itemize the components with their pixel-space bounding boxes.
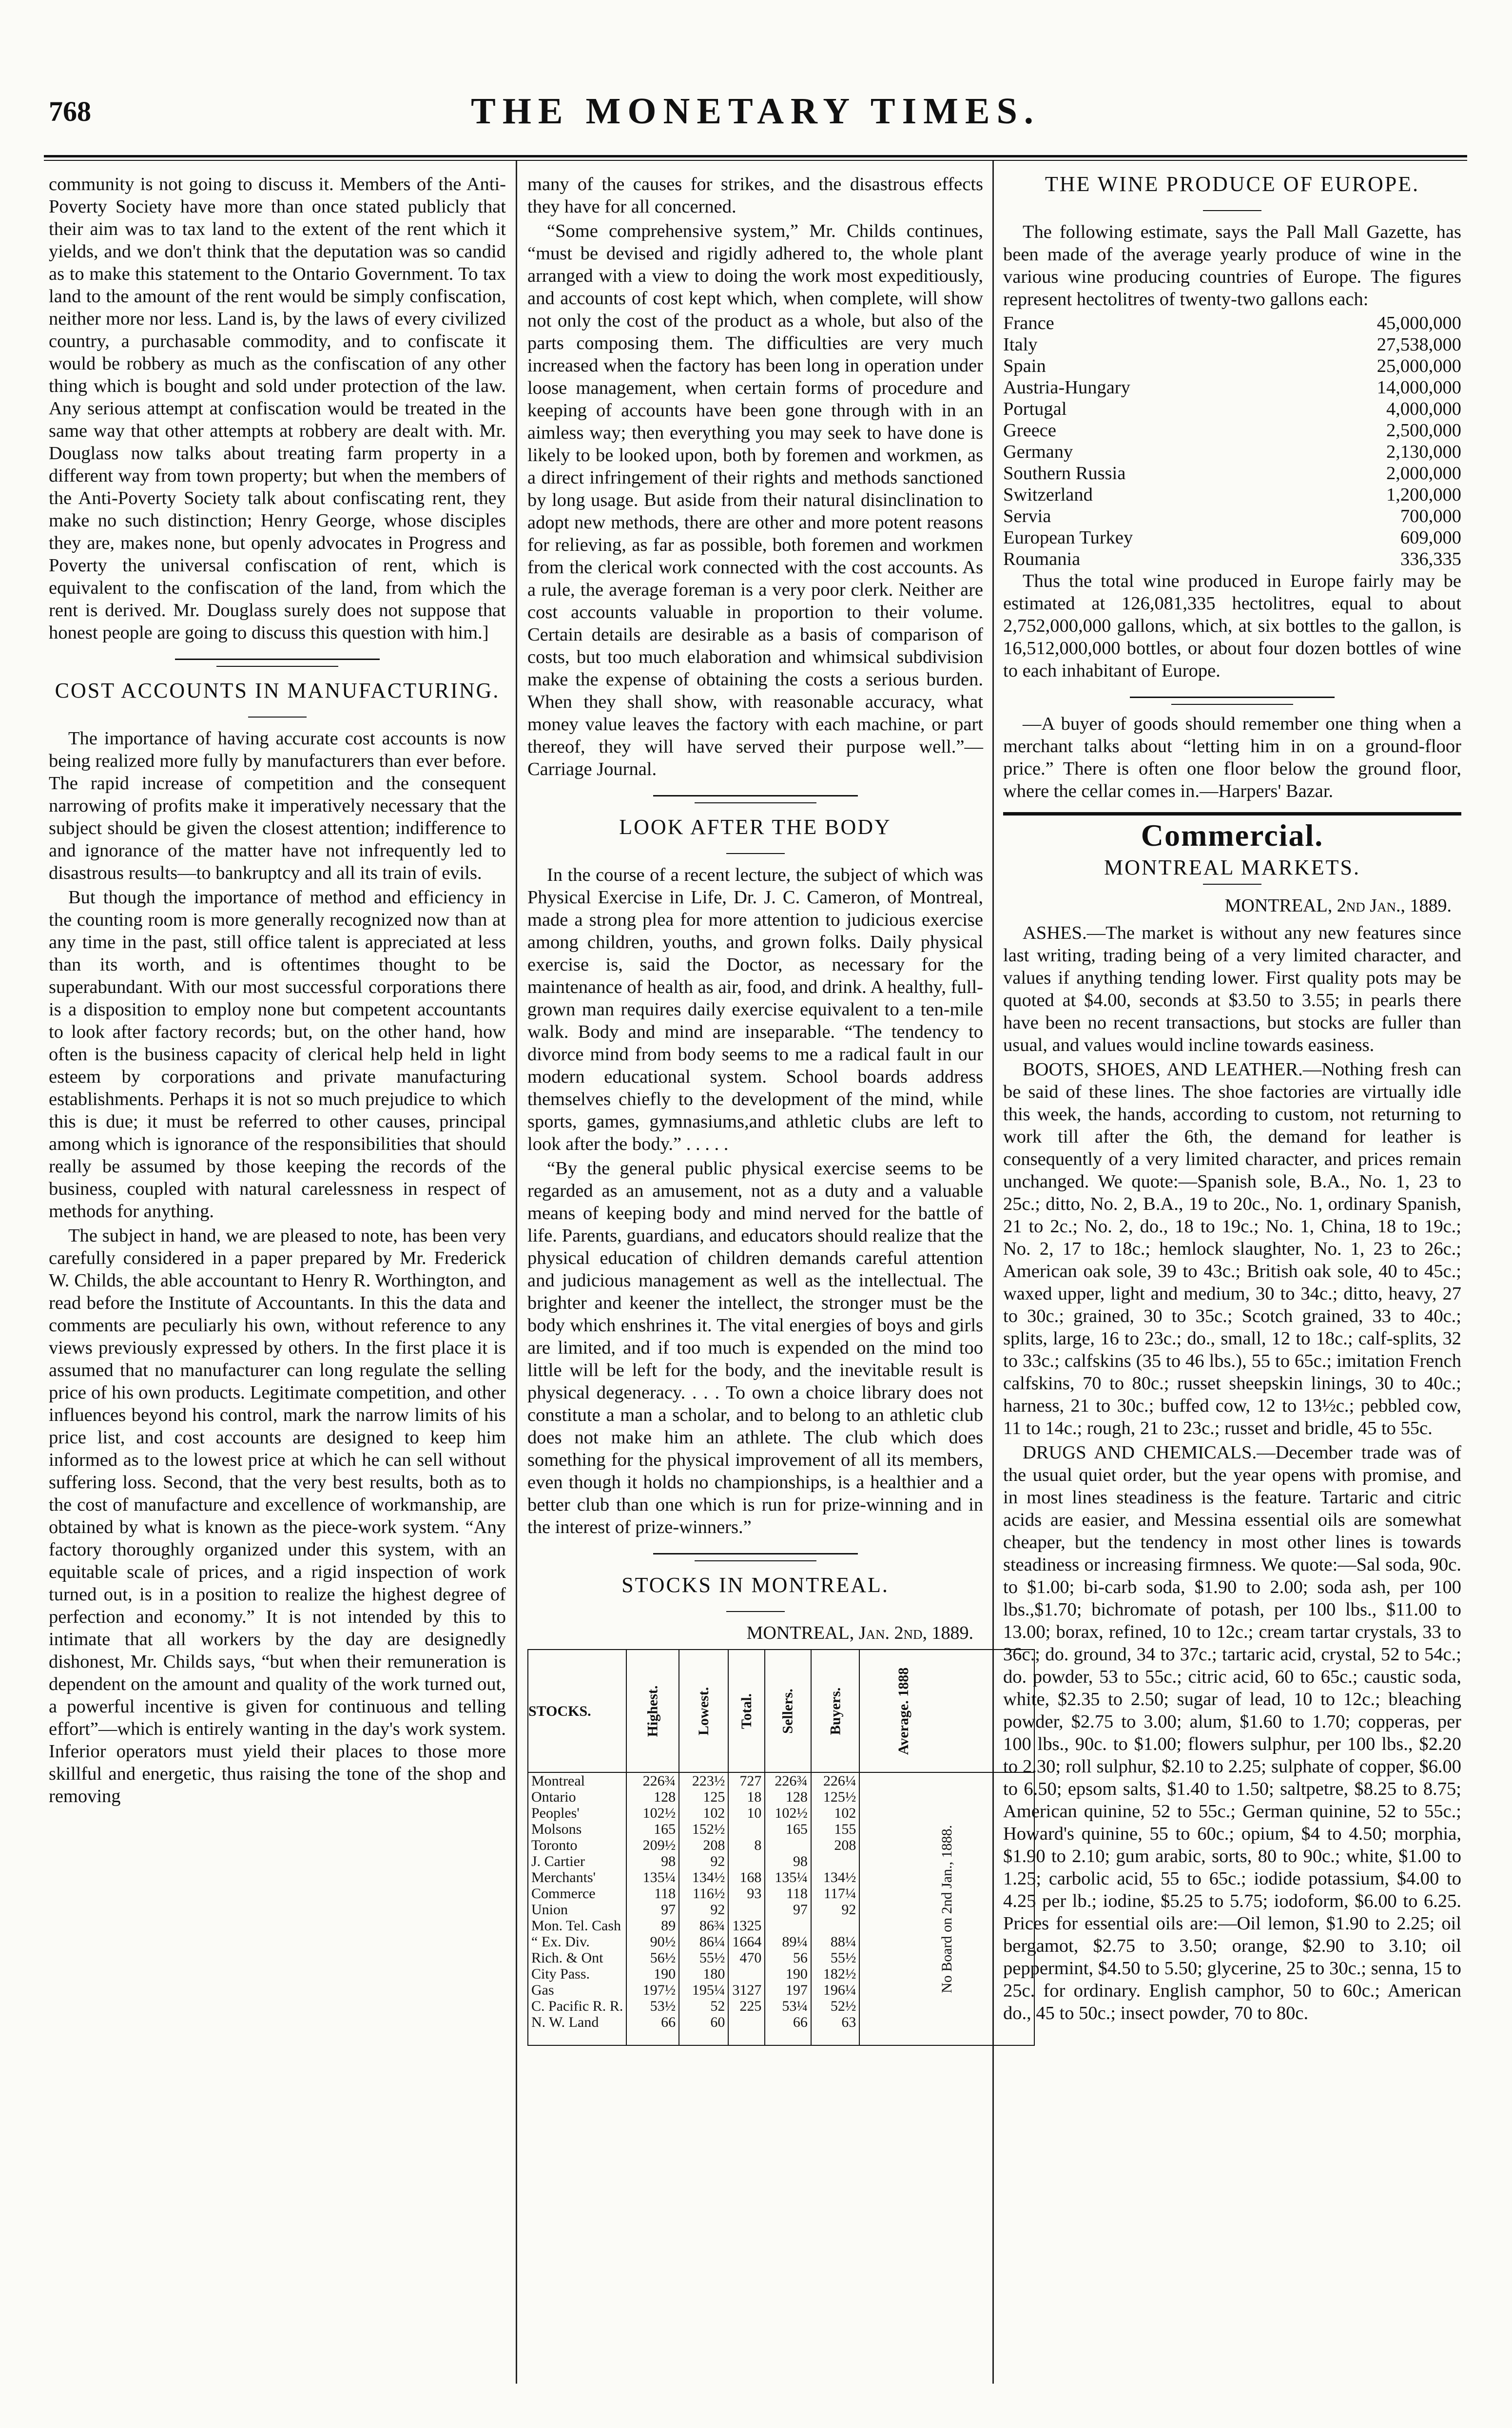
wine-row [1003,527,1461,548]
wine-row [1003,548,1461,570]
wine-country: Servia [1003,506,1051,526]
stocks-col-header [626,1650,679,1772]
wine-row [1003,463,1461,484]
column-divider-1 [516,161,517,2384]
stocks-col-label: Lowest. [696,1687,712,1735]
stock-name: N. W. Land [528,2014,626,2045]
stocks-row [528,1772,1034,1789]
stock-value: 53½ [626,1998,679,2014]
stock-value: 209½ [626,1837,679,1853]
stocks-col-label: Average. 1888 [895,1667,912,1755]
wine-hectolitres: 336,335 [1400,549,1461,569]
wine-row [1003,377,1461,398]
stock-value: 125½ [811,1789,860,1805]
stock-value: 53¼ [765,1998,811,2014]
stock-value: 89 [626,1918,679,1934]
stock-value: 165 [765,1821,811,1837]
wine-country: Southern Russia [1003,463,1126,484]
stock-value: 1664 [728,1934,765,1950]
article-paragraph: But though the importance of method and efficiency in the counting room is more generally recognized now than at any time in the past, still office talent is appreciated at less than its worth, and is oftentimes thought to be superabundant. With our most successful corporations there is a disposition to employ none but competent accountants to look after factory records; but, on the other hand, how often is the business capacity of clerical help held in light esteem by corporations and private manufacturing establishments. Perhaps it is not so much prejudice to which this is due; it must be referred to other causes, principal among which is ignorance of the responsibilities that should really be assumed by those keeping the records of the business, coupled with natural carelessness in respect of methods for anything. [49,887,506,1222]
column-divider-2 [992,161,994,2384]
stock-value: 168 [728,1869,765,1885]
wine-country: Switzerland [1003,485,1093,505]
stock-value: 52½ [811,1998,860,2014]
market-paragraph-drugs: DRUGS AND CHEMICALS.—December trade was of the usual quiet order, but the year opens with promise, and in most lines steadiness is the feature. Tartaric and citric acids are easier, and Messina essential oils are somewhat cheaper, but the tendency in most other lines is towards steadiness or increasing firmness. We quote:—Sal soda, 90c. to $1.00; bi-carb soda, $1.90 to 2.00; soda ash, per 100 lbs.,$1.70; bichromate of potash, per 100 lbs., $11.00 to 13.00; borax, refined, 10 to 12c.; cream tartar crystals, 33 to 36c.; do. ground, 34 to 37c.; tartaric acid, crystal, 52 to 54c.; do. powder, 53 to 55c.; citric acid, 60 to 65c.; caustic soda, white, $2.35 to 2.50; sugar of lead, 10 to 12c.; bleaching powder, $2.75 to 3.00; alum, $1.60 to 1.70; copperas, per 100 lbs., 90c. to $1.00; flowers sulphur, per 100 lbs., $2.20 to 2.30; roll sulphur, $2.10 to 2.25; sulphate of copper, $6.00 to 6.50; epsom salts, $1.40 to 1.50; saltpetre, $8.25 to 8.75; American quinine, 52 to 55c.; German quinine, 52 to 55c.; Howard's quinine, 55 to 60c.; opium, $4 to 4.50; morphia, $1.90 to 2.10; gum arabic, sorts, 80 to 90c.; white, $1.00 to 1.25; carbolic acid, 55 to 65c.; iodide potassium, $4.00 to 4.25 per lb.; iodine, $5.25 to 5.75; iodoform, $6.00 to 6.25. Prices for essential oils are:—Oil lemon, $1.90 to 2.25; oil bergamot, $2.75 to 3.50; orange, $2.90 to 3.10; oil peppermint, $4.50 to 5.50; glycerine, 25 to 30c.; senna, 15 to 25c. for ordinary. English camphor, 50 to 60c.; American do., 45 to 50c.; insect powder, 70 to 80c. [1003,1442,1461,2023]
section-separator [653,795,858,796]
stocks-col-header [528,1650,626,1772]
wine-country: Greece [1003,420,1056,441]
stocks-table [527,1649,1035,2046]
wine-row [1003,441,1461,463]
stock-value: 190 [626,1966,679,1982]
stock-value: 180 [679,1966,728,1982]
stock-value: 1325 [728,1918,765,1934]
stock-value: 155 [811,1821,860,1837]
stock-value [728,1821,765,1837]
stock-value [811,1853,860,1869]
stock-value: 128 [626,1789,679,1805]
stock-value: 98 [626,1853,679,1869]
wine-row [1003,505,1461,527]
stock-value: 66 [626,2014,679,2045]
wine-country: Italy [1003,334,1038,355]
stock-name: Peoples' [528,1805,626,1821]
heading-rule [1203,210,1261,211]
wine-hectolitres: 2,130,000 [1386,442,1461,462]
stock-value: 134½ [811,1869,860,1885]
section-separator-thin [695,1560,816,1561]
stocks-col-label: Highest. [644,1685,661,1737]
stocks-dateline: MONTREAL, Jan. 2nd, 1889. [746,1623,973,1643]
article-paragraph: In the course of a recent lecture, the subject of which was Physical Exercise in Life, Dr. J. C. Cameron, of Montreal, made a strong plea for more attention to judicious exercise among children, youths, and grown folks. Daily physical exercise is, said the Doctor, as necessary for the maintenance of health as air, food, and drink. A healthy, full-grown man requires daily exercise equivalent to a ten-mile walk. Body and mind are inseparable. “The tendency to divorce mind from body seems to me a radical fault in our modern educational system. School boards address themselves chiefly to the development of the mind, while sports, games, gymnasiums,and athletic clubs are left to look after the body.” . . . . . [527,865,983,1154]
stock-value: 93 [728,1885,765,1902]
stock-value: 190 [765,1966,811,1982]
stock-value: 56 [765,1950,811,1966]
stock-value: 226¼ [811,1772,860,1789]
stock-value [728,2014,765,2045]
column-3 [1003,173,1461,2026]
stocks-col-header [811,1650,860,1772]
stock-name: Montreal [528,1772,626,1789]
article-paragraph: “By the general public physical exercise seems to be regarded as an amusement, not as a duty and a valuable means of keeping body and mind nerved for the battle of life. Parents, guardians, and educators should realize that the physical education of children demands careful attention and judicious management as well as the intellectual. The brighter and keener the intellect, the stronger must be the body which enshrines it. The vital energies of boys and girls are limited, and if too much is expended on the mind too little will be left for the body, and the inevitable result is physical degeneracy. . . . To own a choice library does not constitute a man a scholar, and to belong to an athletic club does not make him an athlete. The club which does something for the physical improvement of all its members, even though it holds no championships, is a healthier and a better club than one which is run for prize-winning and in the interest of prize-winners.” [527,1158,983,1537]
stock-value: 117¼ [811,1885,860,1902]
stock-value: 102½ [765,1805,811,1821]
stock-value: 195¼ [679,1982,728,1998]
wine-row [1003,420,1461,441]
wine-row [1003,312,1461,334]
wine-country: Portugal [1003,399,1067,419]
header-rule-thin [44,160,1467,161]
stock-value: 135¼ [765,1869,811,1885]
stock-value: 165 [626,1821,679,1837]
stocks-col-label: Sellers. [780,1688,796,1734]
wine-hectolitres: 27,538,000 [1376,334,1461,355]
wine-hectolitres: 45,000,000 [1376,313,1461,333]
stock-name: Mon. Tel. Cash [528,1918,626,1934]
stock-value: 152½ [679,1821,728,1837]
stocks-col-header [728,1650,765,1772]
stock-value [765,1918,811,1934]
stock-value: 18 [728,1789,765,1805]
section-separator [1130,697,1335,698]
stock-value: 90½ [626,1934,679,1950]
wine-row [1003,484,1461,505]
stock-value: 56½ [626,1950,679,1966]
stock-value: 223½ [679,1772,728,1789]
stock-value: 226¾ [626,1772,679,1789]
market-paragraph-leather: BOOTS, SHOES, AND LEATHER.—Nothing fresh can be said of these lines. The shoe factories are virtually idle this week, the hands, according to custom, not returning to work till after the 6th, the demand for leather is consequently of a very limited character, and prices remain unchanged. We quote:—Spanish sole, B.A., No. 1, 23 to 25c.; ditto, No. 2, B.A., 19 to 20c., No. 1, ordinary Spanish, 21 to 2c.; No. 2, do., 18 to 19c.; No. 1, China, 18 to 19c.; No. 2, 17 to 18c.; hemlock slaughter, No. 1, 23 to 26c.; American oak sole, 39 to 43c.; British oak sole, 40 to 45c.; waxed upper, light and medium, 30 to 34c.; ditto, heavy, 27 to 30c.; grained, 30 to 35c.; Scotch grained, 33 to 40c.; splits, large, 16 to 23c.; do., small, 12 to 18c.; calf-splits, 32 to 33c.; calfskins (35 to 46 lbs.), 55 to 65c.; imitation French calfskins, 70 to 80c.; russet sheepskin linings, 30 to 40c.; harness, 21 to 30c.; buffed cow, 12 to 13½c.; pebbled cow, 11 to 14c.; rough, 21 to 23c.; russet and bridle, 45 to 55c. [1003,1059,1461,1438]
commercial-rule [1003,812,1461,816]
stock-value: 118 [765,1885,811,1902]
article-paragraph: many of the causes for strikes, and the disastrous effects they have for all concerned. [527,174,983,217]
stocks-col-header [765,1650,811,1772]
stock-value: 225 [728,1998,765,2014]
wine-hectolitres: 4,000,000 [1386,399,1461,419]
stocks-heading: STOCKS IN MONTREAL. [621,1573,889,1597]
commercial-section-title: Commercial. [1141,818,1324,853]
wine-hectolitres: 1,200,000 [1386,485,1461,505]
montreal-markets-heading: MONTREAL MARKETS. [1104,855,1361,879]
wine-table [1003,312,1461,570]
stock-value: 55½ [679,1950,728,1966]
stock-value: 135¼ [626,1869,679,1885]
stock-value: 3127 [728,1982,765,1998]
stocks-col-label: Total. [738,1693,755,1729]
stock-value [728,1966,765,1982]
stock-value [728,1902,765,1918]
masthead-title: THE MONETARY TIMES. [471,91,1040,132]
market-paragraph-ashes: ASHES.—The market is without any new features since last writing, trading being of a very limited character, and values if anything tending lower. First quality pots may be quoted at $4.00, seconds at $3.50 to 3.55; in pearls there have been no recent transactions, but stocks are fuller than usual, and values would incline towards easiness. [1003,923,1461,1055]
stock-value [765,1837,811,1853]
stock-value: 208 [811,1837,860,1853]
stock-name: Merchants' [528,1869,626,1885]
wine-row [1003,355,1461,377]
stock-name: J. Cartier [528,1853,626,1869]
wine-country: France [1003,313,1054,333]
stock-value: 102 [811,1805,860,1821]
wine-hectolitres: 2,500,000 [1386,420,1461,441]
article-paragraph: The importance of having accurate cost accounts is now being realized more fully by manufacturers than ever before. The rapid increase of competition and the consequent narrowing of profits make it imperatively necessary that the subject should be given the closest attention; indifference to and ignorance of the matter have not infrequently led to disastrous results—to bankruptcy and all its train of evils. [49,728,506,883]
stock-value: 102½ [626,1805,679,1821]
stock-value: 97 [765,1902,811,1918]
heading-rule [1203,884,1261,885]
article-paragraph: The following estimate, says the Pall Mall Gazette, has been made of the average yearly produce of wine in the various wine producing countries of Europe. The figures represent hectolitres of twenty-two gallons each: [1003,222,1461,310]
wine-country: Austria-Hungary [1003,377,1130,398]
stock-value: 60 [679,2014,728,2045]
stock-value: 196¼ [811,1982,860,1998]
stock-name: Toronto [528,1837,626,1853]
stock-value: 92 [679,1853,728,1869]
section-separator [653,1553,858,1554]
stocks-col-label: Buyers. [827,1687,844,1735]
stock-name: Union [528,1902,626,1918]
stock-value: 197½ [626,1982,679,1998]
stock-value: 8 [728,1837,765,1853]
stock-name: Gas [528,1982,626,1998]
stock-value [728,1853,765,1869]
stock-value [811,1918,860,1934]
stock-name: C. Pacific R. R. [528,1998,626,2014]
stocks-col-label: STOCKS. [528,1703,591,1719]
stock-value: 102 [679,1805,728,1821]
stock-value: 52 [679,1998,728,2014]
column-1 [49,173,506,1809]
article-heading-cost-accounts: COST ACCOUNTS IN MANUFACTURING. [55,679,500,702]
stock-name: Rich. & Ont [528,1950,626,1966]
stock-name: City Pass. [528,1966,626,1982]
wine-country: Germany [1003,442,1073,462]
stock-value: 92 [811,1902,860,1918]
section-separator [175,659,380,660]
heading-rule [248,717,307,718]
article-heading-wine: THE WINE PRODUCE OF EUROPE. [1045,172,1420,196]
stock-name: “ Ex. Div. [528,1934,626,1950]
stock-value: 97 [626,1902,679,1918]
article-paragraph: —A buyer of goods should remember one thing when a merchant talks about “letting him in on a ground-floor price.” There is often one floor below the ground floor, where the cellar comes in.—Harpers' Bazar. [1003,714,1461,801]
stock-name: Ontario [528,1789,626,1805]
stock-value: 197 [765,1982,811,1998]
section-separator-thin [1171,704,1293,705]
stock-value: 182½ [811,1966,860,1982]
wine-country: European Turkey [1003,527,1133,548]
stock-value: 86¼ [679,1934,728,1950]
stocks-table-body [528,1772,1034,2045]
stock-value: 226¾ [765,1772,811,1789]
article-heading-look-after-body: LOOK AFTER THE BODY [619,815,892,839]
stock-value: 86¾ [679,1918,728,1934]
heading-rule [726,853,785,854]
wine-hectolitres: 25,000,000 [1376,356,1461,376]
section-separator-thin [695,802,816,803]
wine-country: Roumania [1003,549,1081,569]
stock-value: 63 [811,2014,860,2045]
stock-value: 134½ [679,1869,728,1885]
wine-hectolitres: 609,000 [1400,527,1461,548]
header-rule [44,155,1467,157]
stock-value: 118 [626,1885,679,1902]
article-paragraph: “Some comprehensive system,” Mr. Childs continues, “must be devised and rigidly adhered to, the whole plant arranged with a view to doing the work most expeditiously, and accounts of cost kept which, when complete, will show not only the cost of the product as a whole, but also of the parts composing them. The difficulties are very much increased when the factory has been long in operation under loose management, when certain forms of procedure and keeping of accounts have been gone through with in an aimless way; then everything you may seek to have done is likely to be looked upon, both by foremen and workmen, as a direct infringement of their rights and methods sanctioned by long usage. But aside from their natural disinclination to adopt new methods, there are other and more potent reasons for relieving, as far as possible, both foremen and workmen from the clerical work connected with the cost accounts. As a rule, the average foreman is a very poor clerk. Neither are cost accounts valuable in proportion to their volume. Certain details are desirable as a basis of comparison of costs, but too much elaboration and whimsical subdivision make the expense of obtaining the costs a serious burden. When they shall show, with reasonable accuracy, what money value leaves the factory with each machine, or part thereof, they will have served their purpose well.”—Carriage Journal. [527,221,983,779]
page-header [44,85,1467,149]
stock-value: 125 [679,1789,728,1805]
column-2 [527,173,983,2046]
stock-value: 92 [679,1902,728,1918]
stock-value: 208 [679,1837,728,1853]
article-paragraph: Thus the total wine produced in Europe fairly may be estimated at 126,081,335 hectolitres, equal to about 2,752,000,000 gallons, which, at six bottles to the gallon, is 16,512,000,000 bottles, or about four dozen bottles of wine to each inhabitant of Europe. [1003,571,1461,681]
stock-name: Molsons [528,1821,626,1837]
stock-value: 98 [765,1853,811,1869]
stock-value: 89¼ [765,1934,811,1950]
article-paragraph: The subject in hand, we are pleased to note, has been very carefully considered in a paper prepared by Mr. Frederick W. Childs, the able accountant to Henry R. Worthington, and read before the Institute of Accountants. In this the data and comments are peculiarly his own, without reference to any views previously expressed by others. In the first place it is assumed that no manufacturer can long regulate the selling price of his own products. Legitimate competition, and other influences beyond his control, mark the narrow limits of his price list, and cost accounts are designed to keep him informed as to the lowest price at which he can sell without suffering loss. Second, that the very best results, both as to the cost of manufacture and excellence of workmanship, are obtained by what is known as the piece-work system. “Any factory thoroughly organized under this system, with an equitable scale of prices, and a rigid inspection of work turned out, is in a position to realize the highest degree of perfection and economy.” It is not intended by this to intimate that all workers by the day are designedly dishonest, Mr. Childs says, “but when their remuneration is dependent on the amount and quality of the work turned out, a powerful incentive is given for continuous and telling effort”—which is entirely wanting in the day's work system. Inferior operators must yield their places to those more skillful and energetic, thus raising the tone of the shop and removing [49,1225,506,1806]
stocks-note-text: No Board on 2nd Jan., 1888. [939,1825,955,1993]
stock-value: 10 [728,1805,765,1821]
stock-value: 66 [765,2014,811,2045]
wine-hectolitres: 700,000 [1400,506,1461,526]
stock-value: 128 [765,1789,811,1805]
section-separator-thin [216,666,338,667]
wine-hectolitres: 2,000,000 [1386,463,1461,484]
stock-value: 470 [728,1950,765,1966]
wine-country: Spain [1003,356,1046,376]
wine-row [1003,334,1461,355]
stock-name: Commerce [528,1885,626,1902]
stock-value: 88¼ [811,1934,860,1950]
heading-rule [726,1611,785,1612]
stock-value: 55½ [811,1950,860,1966]
article-paragraph: community is not going to discuss it. Members of the Anti-Poverty Society have more than once stated publicly that their aim was to tax land to the extent of the rent which it yields, and we don't think that the deputation was so candid as to make this statement to the Ontario Government. To tax land to the amount of the rent would be simply confiscation, neither more nor less. Land is, by the laws of every civilized country, a purchasable commodity, and to confiscate it would be robbery as much as the confiscation of any other thing which is bought and sold under protection of the law. Any serious attempt at confiscation would be treated in the same way that other attempts at robbery are dealt with. Mr. Douglass now talks about treating farm property in a different way from town property; but when the members of the Anti-Poverty Society talk about confiscating rent, they make no such distinction; Henry George, whose disciples they are, makes none, but openly advocates in Progress and Poverty the universal confiscation of rent, which is equivalent to the confiscation of the land, from which the rent is derived. Mr. Douglass surely does not suppose that honest people are going to discuss this question with him.] [49,174,506,643]
wine-row [1003,398,1461,420]
stock-value: 116½ [679,1885,728,1902]
markets-dateline: MONTREAL, 2nd Jan., 1889. [1224,895,1452,916]
page-number: 768 [49,96,91,127]
stock-value: 727 [728,1772,765,1789]
wine-hectolitres: 14,000,000 [1376,377,1461,398]
stocks-col-header [679,1650,728,1772]
